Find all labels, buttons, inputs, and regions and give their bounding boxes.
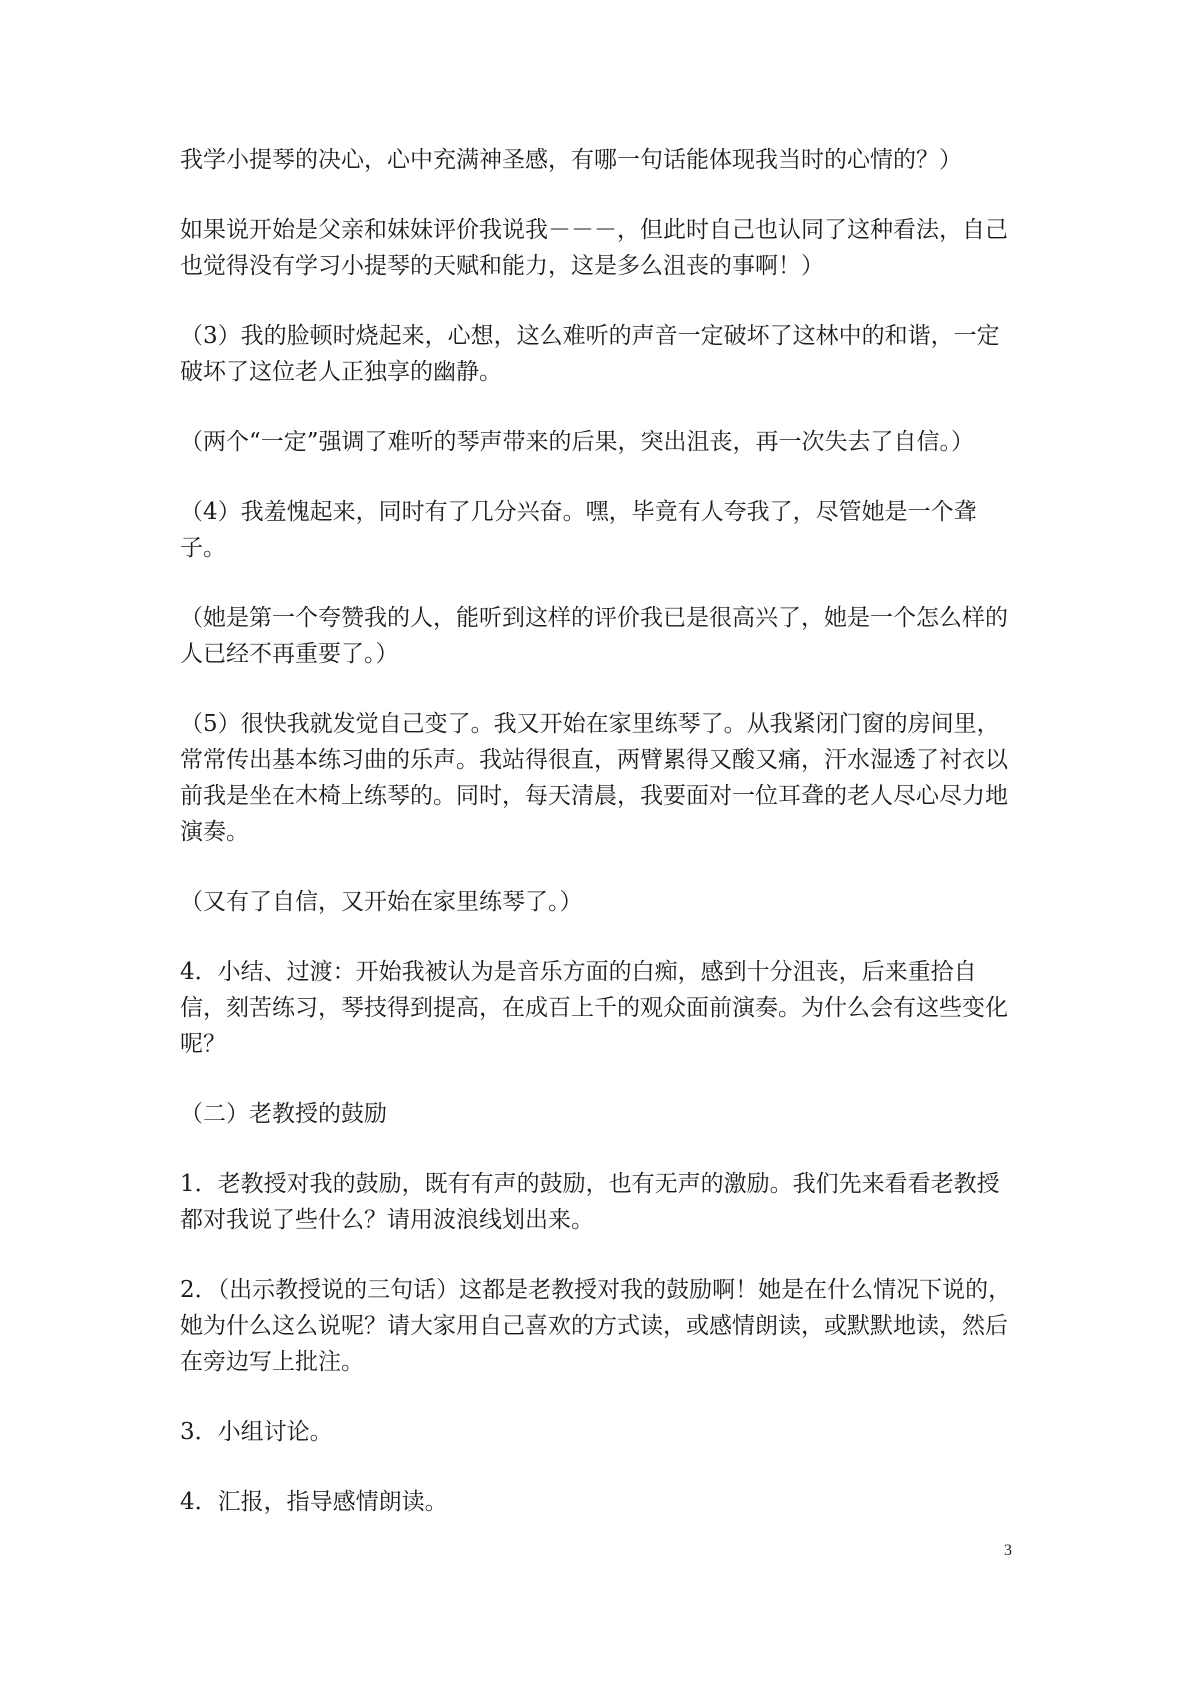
paragraph-11: 1．老教授对我的鼓励，既有有声的鼓励，也有无声的激励。我们先来看看老教授都对我说了些什么？请用波浪线划出来。	[180, 1171, 1000, 1233]
paragraph-3: （3）我的脸顿时烧起来，心想，这么难听的声音一定破坏了这林中的和谐，一定破坏了这位老人正独享的幽静。	[180, 323, 1000, 385]
paragraph-9: 4．小结、过渡：开始我被认为是音乐方面的白痴，感到十分沮丧，后来重拾自信，刻苦练习，琴技得到提高，在成百上千的观众面前演奏。为什么会有这些变化呢？	[180, 959, 1008, 1057]
paragraph-4: （两个“一定”强调了难听的琴声带来的后果，突出沮丧，再一次失去了自信。）	[180, 429, 975, 455]
document-body	[180, 142, 1020, 1520]
section-heading: （二）老教授的鼓励	[180, 1101, 387, 1127]
paragraph-6: （她是第一个夸赞我的人，能听到这样的评价我已是很高兴了，她是一个怎么样的人已经不再重要了。）	[180, 605, 1008, 667]
paragraph-8: （又有了自信，又开始在家里练琴了。）	[180, 889, 583, 915]
paragraph-5: （4）我羞愧起来，同时有了几分兴奋。嘿，毕竟有人夸我了，尽管她是一个聋子。	[180, 499, 977, 561]
paragraph-13: 3．小组讨论。	[180, 1419, 333, 1445]
paragraph-7: （5）很快我就发觉自己变了。我又开始在家里练琴了。从我紧闭门窗的房间里，常常传出基本练习曲的乐声。我站得很直，两臂累得又酸又痛，汗水湿透了衬衣以前我是坐在木椅上练琴的。同时，每天清晨，我要面对一位耳聋的老人尽心尽力地演奏。	[180, 711, 1008, 845]
paragraph-1: 我学小提琴的决心，心中充满神圣感，有哪一句话能体现我当时的心情的？）	[180, 147, 962, 173]
page-number: 3	[1004, 1542, 1012, 1559]
paragraph-14: 4．汇报，指导感情朗读。	[180, 1489, 448, 1515]
paragraph-2: 如果说开始是父亲和妹妹评价我说我－－－，但此时自己也认同了这种看法，自己也觉得没有学习小提琴的天赋和能力，这是多么沮丧的事啊！）	[180, 217, 1008, 279]
paragraph-12: 2．（出示教授说的三句话）这都是老教授对我的鼓励啊！她是在什么情况下说的，她为什么这么说呢？请大家用自己喜欢的方式读，或感情朗读，或默默地读，然后在旁边写上批注。	[180, 1277, 1012, 1375]
